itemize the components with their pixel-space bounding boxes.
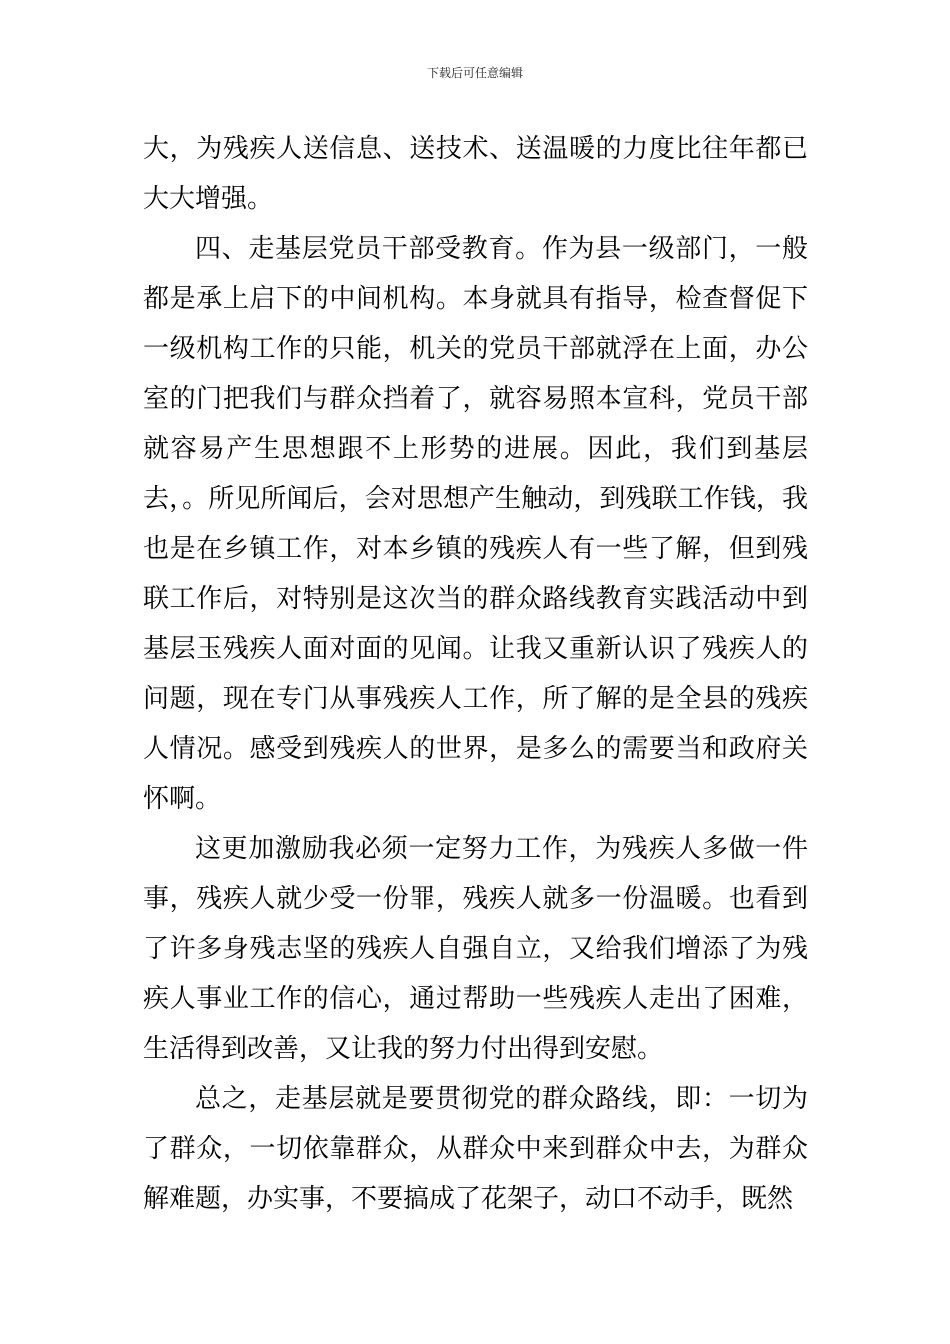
paragraph-1: 大，为残疾人送信息、送技术、送温暖的力度比往年都已大大增强。 — [143, 134, 808, 214]
page-header: 下载后可任意编辑 — [426, 66, 523, 80]
document-body — [143, 124, 808, 1224]
paragraph-2: 四、走基层党员干部受教育。作为县一级部门，一般都是承上启下的中间机构。本身就具有指导，检查督促下一级机构工作的只能，机关的党员干部就浮在上面，办公室的门把我们与群众挡着了，就容易照本宣科，党员干部就容易产生思想跟不上形势的进展。因此，我们到基层去，。所见所闻后，会对思想产生触动，到残联工作钱，我也是在乡镇工作，对本乡镇的残疾人有一些了解，但到残联工作后，对特别是这次当的群众路线教育实践活动中到基层玉残疾人面对面的见闻。让我又重新认识了残疾人的问题，现在专门从事残疾人工作，所了解的是全县的残疾人情况。感受到残疾人的世界，是多么的需要当和政府关怀啊。 — [143, 234, 808, 814]
paragraph-4: 总之，走基层就是要贯彻党的群众路线，即：一切为了群众，一切依靠群众，从群众中来到群众中去，为群众解难题，办实事，不要搞成了花架子，动口不动手，既然 — [143, 1084, 808, 1214]
paragraph-3: 这更加激励我必须一定努力工作，为残疾人多做一件事，残疾人就少受一份罪，残疾人就多一份温暖。也看到了许多身残志坚的残疾人自强自立，又给我们增添了为残疾人事业工作的信心，通过帮助一些残疾人走出了困难，生活得到改善，又让我的努力付出得到安慰。 — [143, 834, 808, 1064]
